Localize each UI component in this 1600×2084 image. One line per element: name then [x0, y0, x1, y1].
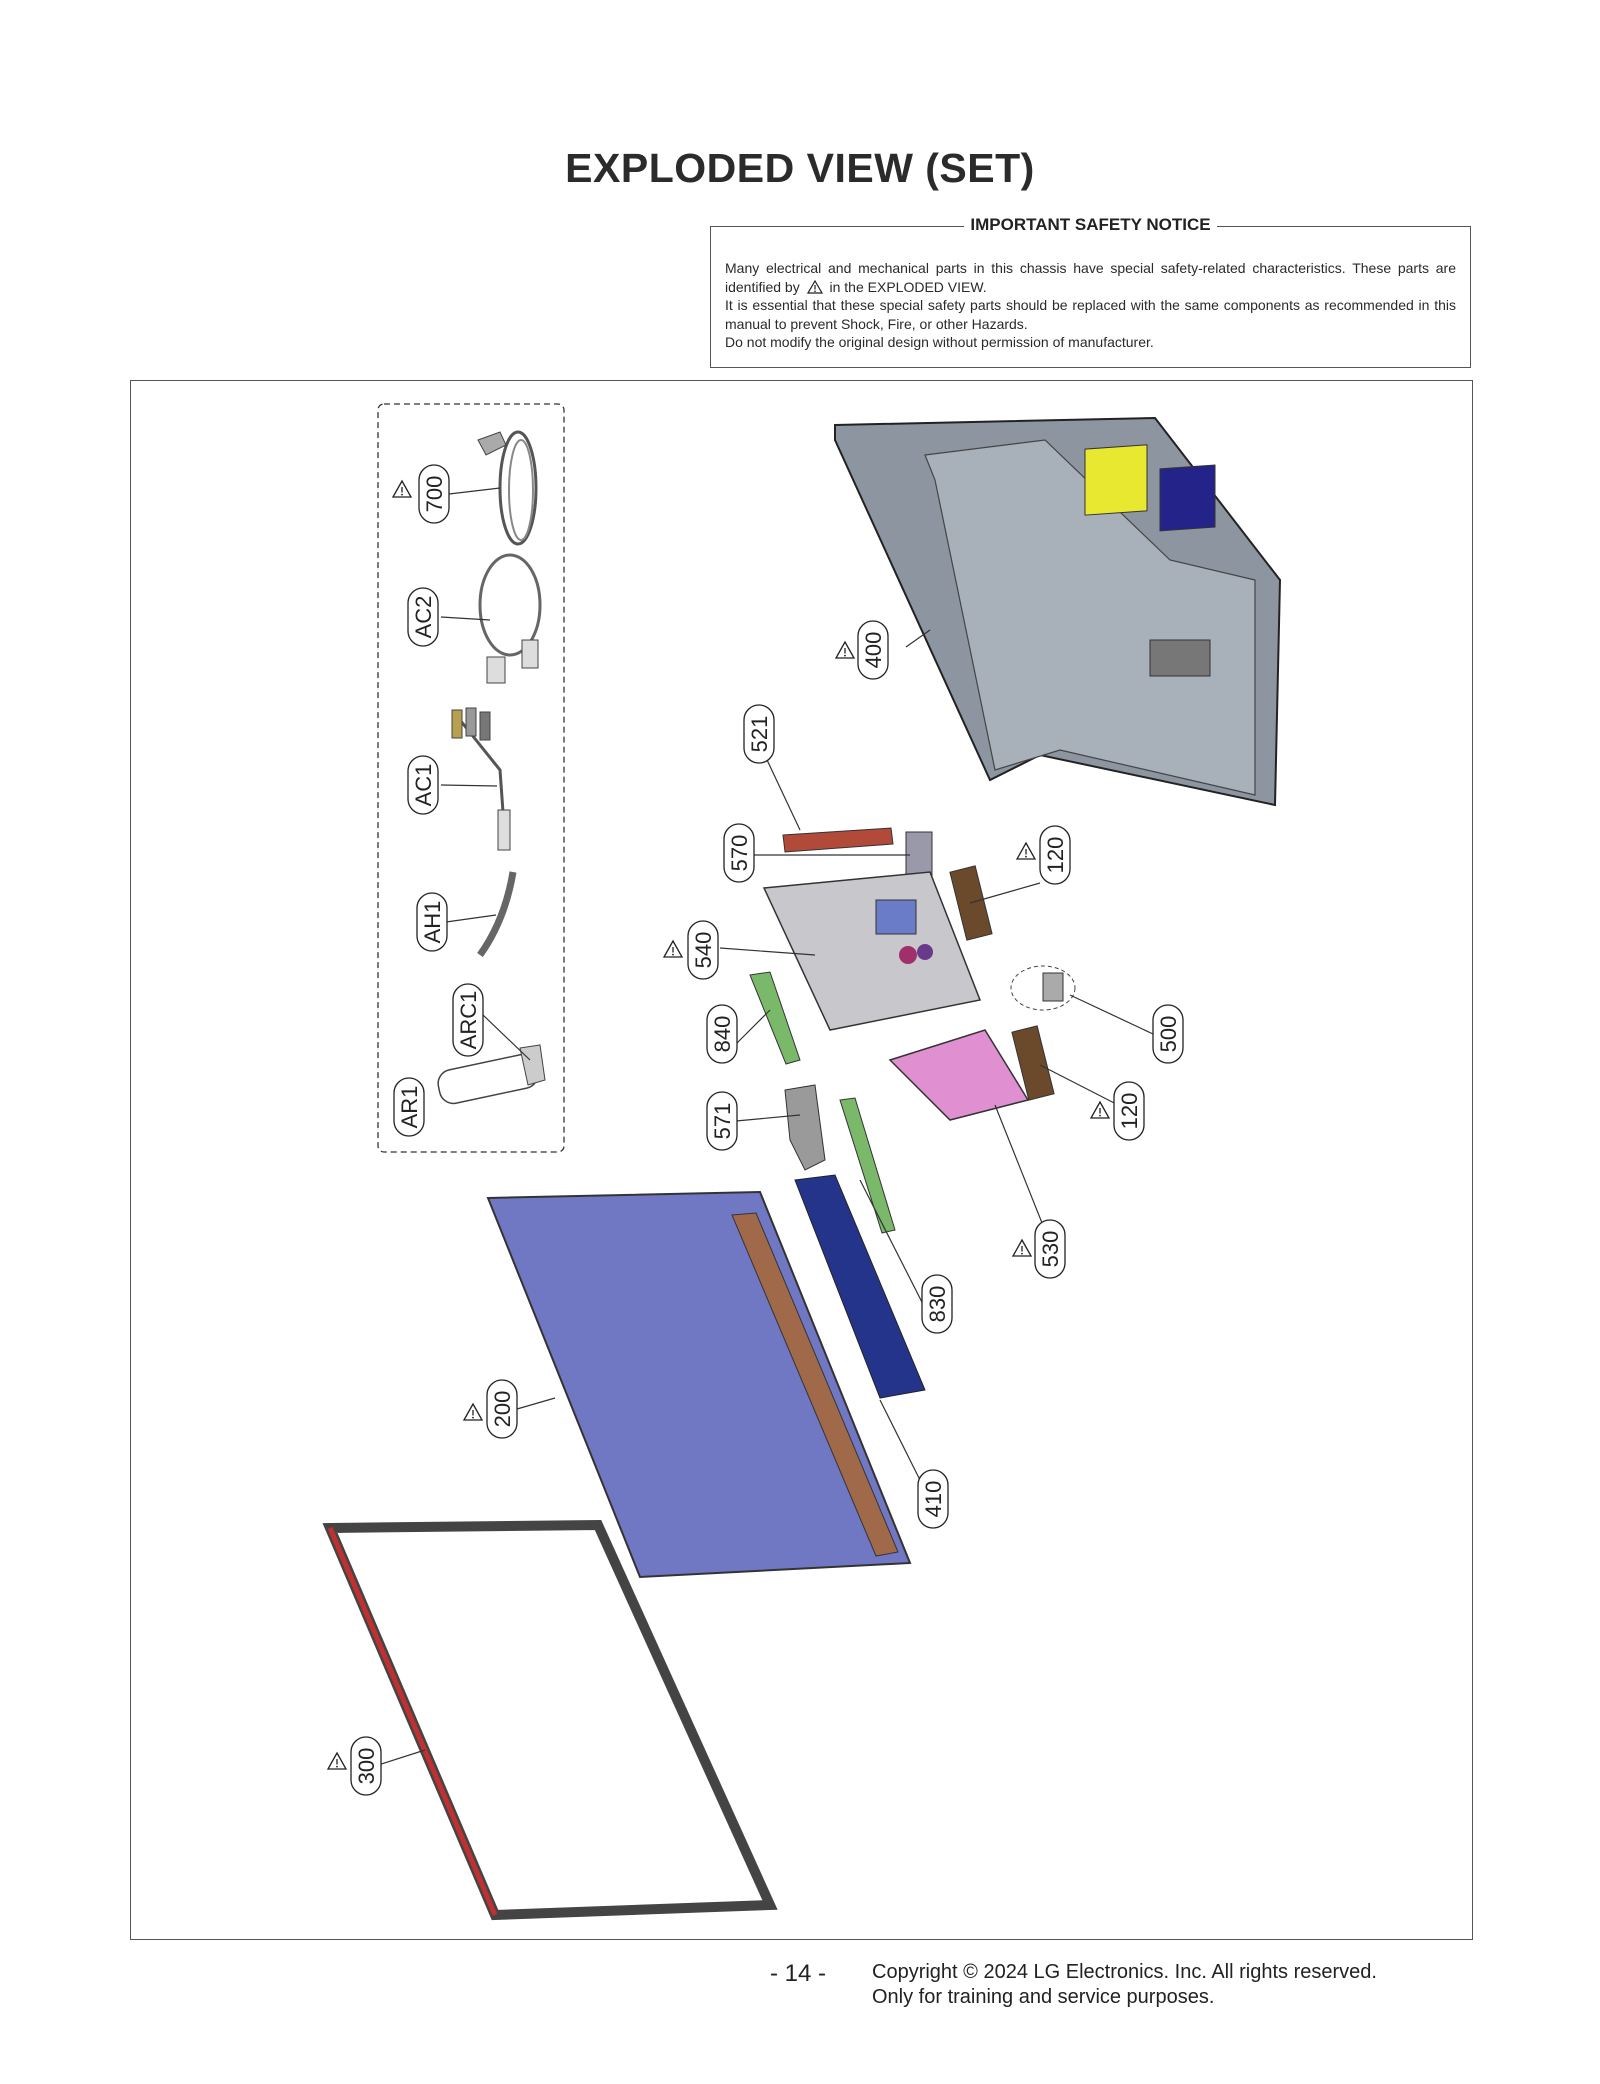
callout-500-label: 500 — [1156, 1015, 1181, 1053]
callout-120-bottom — [1114, 1082, 1144, 1140]
warning-triangle-icon — [464, 1404, 482, 1420]
callout-120-bottom-label: 120 — [1117, 1092, 1142, 1130]
callout-521 — [744, 705, 774, 763]
callout-571-label: 571 — [710, 1102, 735, 1140]
callout-300 — [351, 1737, 381, 1795]
callout-571 — [707, 1092, 737, 1150]
callout-120-top — [1040, 826, 1070, 884]
back-cover-400-part — [835, 418, 1280, 805]
notice-line1-post: in the EXPLODED VIEW. — [829, 278, 987, 295]
callout-530 — [1035, 1220, 1065, 1278]
cable-ac1-part — [452, 708, 510, 850]
callout-410 — [918, 1470, 948, 1528]
callout-570 — [724, 824, 754, 882]
callout-570-label: 570 — [727, 834, 752, 872]
notice-line2: It is essential that these special safety parts should be replaced with the same components as recommended in this manual to prevent Shock, Fire, or other Hazards. — [725, 297, 1456, 332]
callout-ar1 — [394, 1078, 424, 1136]
callout-ac2 — [408, 588, 438, 646]
callout-arc1-label: ARC1 — [456, 990, 481, 1050]
power-cord-700-part — [478, 432, 536, 544]
training-line: Only for training and service purposes. — [872, 1986, 1215, 2008]
bracket-521-part — [783, 828, 893, 852]
callout-830-label: 830 — [925, 1285, 950, 1323]
callout-540-label: 540 — [691, 931, 716, 969]
notice-line1-pre: Many electrical and mechanical parts in this chassis have special safety-related characteristics. These parts are identified by — [725, 260, 1456, 295]
callout-700-label: 700 — [422, 475, 447, 513]
callout-500 — [1153, 1005, 1183, 1063]
warning-triangle-icon — [328, 1753, 346, 1769]
callout-700 — [419, 465, 449, 523]
warning-triangle-icon — [664, 941, 682, 957]
callout-ah1-label: AH1 — [420, 900, 445, 944]
main-board-540-part — [764, 872, 980, 1030]
safety-notice-heading: IMPORTANT SAFETY NOTICE — [964, 215, 1216, 234]
callout-120-top-label: 120 — [1043, 836, 1068, 874]
callout-410-label: 410 — [921, 1480, 946, 1518]
part-571 — [785, 1085, 825, 1170]
callout-830 — [922, 1275, 952, 1333]
callout-200 — [487, 1380, 517, 1438]
footer-copyright — [872, 1960, 1377, 2010]
callout-ah1 — [417, 893, 447, 951]
callout-840-label: 840 — [710, 1015, 735, 1053]
callout-400-label: 400 — [861, 631, 886, 669]
cable-ac2-part — [480, 555, 540, 683]
callout-arc1 — [453, 984, 483, 1056]
callout-ac1 — [408, 756, 438, 814]
warning-triangle-icon — [1091, 1102, 1109, 1118]
notice-line3: Do not modify the original design without permission of manufacturer. — [725, 334, 1154, 350]
callout-ar1-label: AR1 — [397, 1085, 422, 1129]
warning-triangle-icon — [393, 481, 411, 497]
callout-ac1-label: AC1 — [411, 763, 436, 807]
warning-triangle-icon — [1013, 1240, 1031, 1256]
callout-530-label: 530 — [1038, 1230, 1063, 1268]
page-title: EXPLODED VIEW (SET) — [565, 145, 1035, 191]
callout-540 — [688, 921, 718, 979]
copyright-line: Copyright © 2024 LG Electronics. Inc. All rights reserved. — [872, 1961, 1377, 1983]
holder-ah1-part — [480, 872, 513, 955]
callout-400 — [858, 621, 888, 679]
board-840-part — [750, 972, 800, 1064]
callout-200-label: 200 — [490, 1390, 515, 1428]
remote-ar1-part — [436, 1045, 545, 1106]
callout-521-label: 521 — [747, 715, 772, 753]
page-number: - 14 - — [770, 1960, 827, 1987]
power-board-530-part — [890, 1030, 1028, 1120]
callout-ac2-label: AC2 — [411, 595, 436, 639]
callout-840 — [707, 1005, 737, 1063]
warning-triangle-icon — [1017, 843, 1035, 859]
front-frame-300-part — [330, 1525, 770, 1915]
callout-300-label: 300 — [354, 1747, 379, 1785]
warning-triangle-icon — [836, 642, 854, 658]
